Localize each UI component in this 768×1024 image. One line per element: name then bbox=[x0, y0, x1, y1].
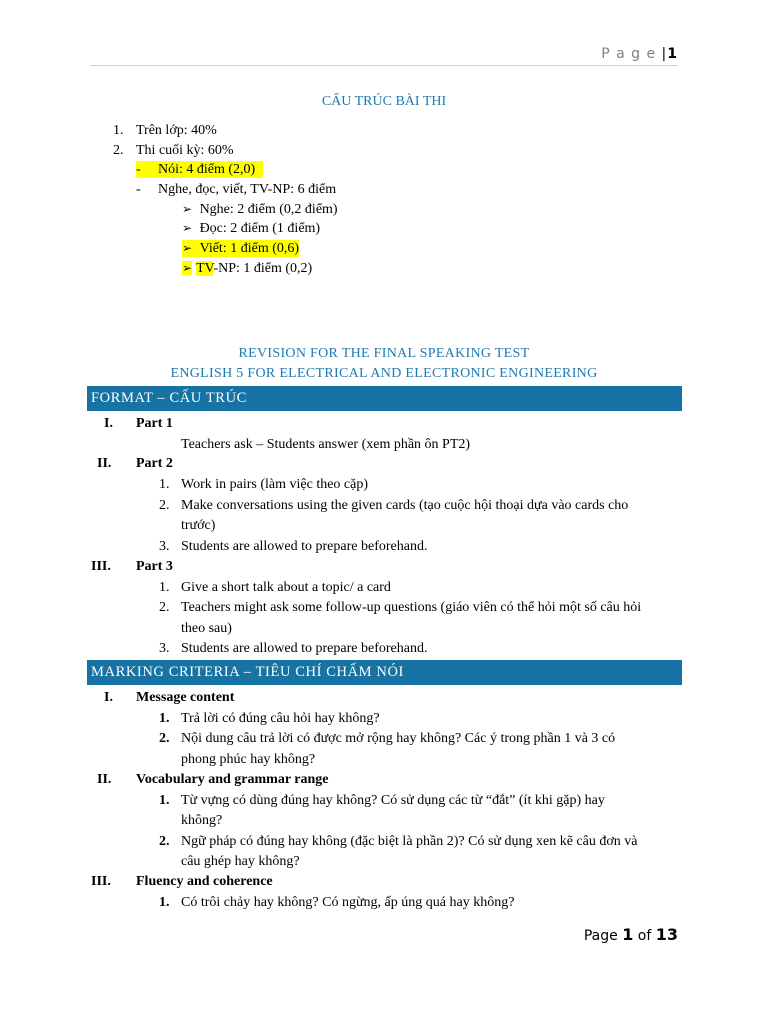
criteria-title: Fluency and coherence bbox=[136, 874, 273, 889]
revision-heading-2: ENGLISH 5 FOR ELECTRICAL AND ELECTRONIC ENGINEERING bbox=[170, 366, 598, 381]
list-text: Có trôi chảy hay không? Có ngừng, ấp úng quá hay không? bbox=[181, 895, 515, 910]
list-text-cont: câu ghép hay không? bbox=[181, 854, 300, 869]
list-num: 3. bbox=[159, 641, 170, 656]
part-title: Part 3 bbox=[136, 559, 173, 574]
dash-item-highlighted: - Nói: 4 điểm (2,0) bbox=[136, 161, 263, 178]
arrow-bullet-icon: ➢ bbox=[182, 202, 193, 216]
page-label: P a g e bbox=[601, 46, 657, 62]
list-item: 1. bbox=[113, 123, 124, 138]
list-num: 3. bbox=[159, 539, 170, 554]
list-item-text: Trên lớp: 40% bbox=[136, 123, 217, 138]
part-number: I. bbox=[104, 416, 113, 431]
criteria-title: Message content bbox=[136, 690, 235, 705]
part-title: Part 2 bbox=[136, 456, 173, 471]
dash-item: - Nghe, đọc, viết, TV-NP: 6 điểm bbox=[136, 182, 337, 197]
list-text: Work in pairs (làm việc theo cặp) bbox=[181, 477, 369, 492]
list-text: Teachers might ask some follow-up questions (giáo viên có thể hỏi một số câu hỏi bbox=[181, 600, 642, 615]
list-text-cont: trước) bbox=[181, 518, 216, 533]
list-text: Make conversations using the given cards (tạo cuộc hội thoại dựa vào cards cho bbox=[181, 498, 629, 513]
criteria-number: I. bbox=[104, 690, 113, 705]
format-section-band: FORMAT – CẤU TRÚC bbox=[87, 386, 682, 411]
header-page-number: 1 bbox=[667, 46, 678, 62]
list-item: 2. bbox=[113, 143, 124, 158]
list-text: Từ vựng có dùng đúng hay không? Có sử dụng các từ “đắt” (ít khi gặp) hay bbox=[181, 793, 605, 808]
list-num: 1. bbox=[159, 895, 170, 910]
header-separator: | bbox=[661, 46, 668, 62]
footer-total-pages: 13 bbox=[655, 925, 678, 944]
footer-of: of bbox=[637, 928, 652, 944]
revision-heading-1: REVISION FOR THE FINAL SPEAKING TEST bbox=[238, 346, 530, 361]
list-text-cont: phong phúc hay không? bbox=[181, 752, 316, 767]
list-num: 2. bbox=[159, 834, 170, 849]
part-number: III. bbox=[91, 559, 111, 574]
list-num: 2. bbox=[159, 498, 170, 513]
list-text: Students are allowed to prepare beforehand. bbox=[181, 539, 428, 554]
arrow-item: ➢ Nghe: 2 điểm (0,2 điểm) bbox=[182, 202, 338, 217]
list-num: 1. bbox=[159, 793, 170, 808]
list-num: 2. bbox=[159, 600, 170, 615]
criteria-number: II. bbox=[97, 772, 112, 787]
footer-page-label: Page bbox=[583, 928, 618, 944]
list-text: Students are allowed to prepare beforehand. bbox=[181, 641, 428, 656]
criteria-section-band: MARKING CRITERIA – TIÊU CHÍ CHẤM NÓI bbox=[87, 660, 682, 685]
list-text: Trả lời có đúng câu hỏi hay không? bbox=[181, 711, 380, 726]
list-text: Ngữ pháp có đúng hay không (đặc biệt là phần 2)? Có sử dụng xen kẽ câu đơn và bbox=[181, 834, 638, 849]
list-item-text: Thi cuối kỳ: 60% bbox=[136, 143, 234, 158]
page-title: CẤU TRÚC BÀI THI bbox=[321, 94, 447, 109]
list-num: 1. bbox=[159, 477, 170, 492]
header-rule bbox=[90, 65, 678, 66]
criteria-number: III. bbox=[91, 874, 111, 889]
list-text-cont: không? bbox=[181, 813, 223, 828]
arrow-bullet-icon: ➢ bbox=[182, 241, 193, 255]
arrow-item: ➢ TV-NP: 1 điểm (0,2) bbox=[182, 261, 313, 276]
page-header bbox=[601, 46, 678, 62]
page-footer bbox=[584, 925, 678, 944]
list-num: 1. bbox=[159, 580, 170, 595]
arrow-item: ➢ Đọc: 2 điểm (1 điểm) bbox=[182, 221, 321, 236]
list-num: 1. bbox=[159, 711, 170, 726]
part-title: Part 1 bbox=[136, 416, 173, 431]
criteria-title: Vocabulary and grammar range bbox=[136, 772, 329, 787]
list-num: 2. bbox=[159, 731, 170, 746]
arrow-item-highlighted: ➢ Viết: 1 điểm (0,6) bbox=[182, 241, 300, 256]
list-text-cont: theo sau) bbox=[181, 621, 232, 636]
footer-current-page: 1 bbox=[622, 925, 634, 944]
arrow-bullet-icon: ➢ bbox=[182, 261, 193, 275]
part-text: Teachers ask – Students answer (xem phần ôn PT2) bbox=[181, 437, 471, 452]
part-number: II. bbox=[97, 456, 112, 471]
arrow-bullet-icon: ➢ bbox=[182, 221, 193, 235]
list-text: Nội dung câu trả lời có được mở rộng hay không? Các ý trong phần 1 và 3 có bbox=[181, 731, 616, 746]
list-text: Give a short talk about a topic/ a card bbox=[181, 580, 391, 595]
